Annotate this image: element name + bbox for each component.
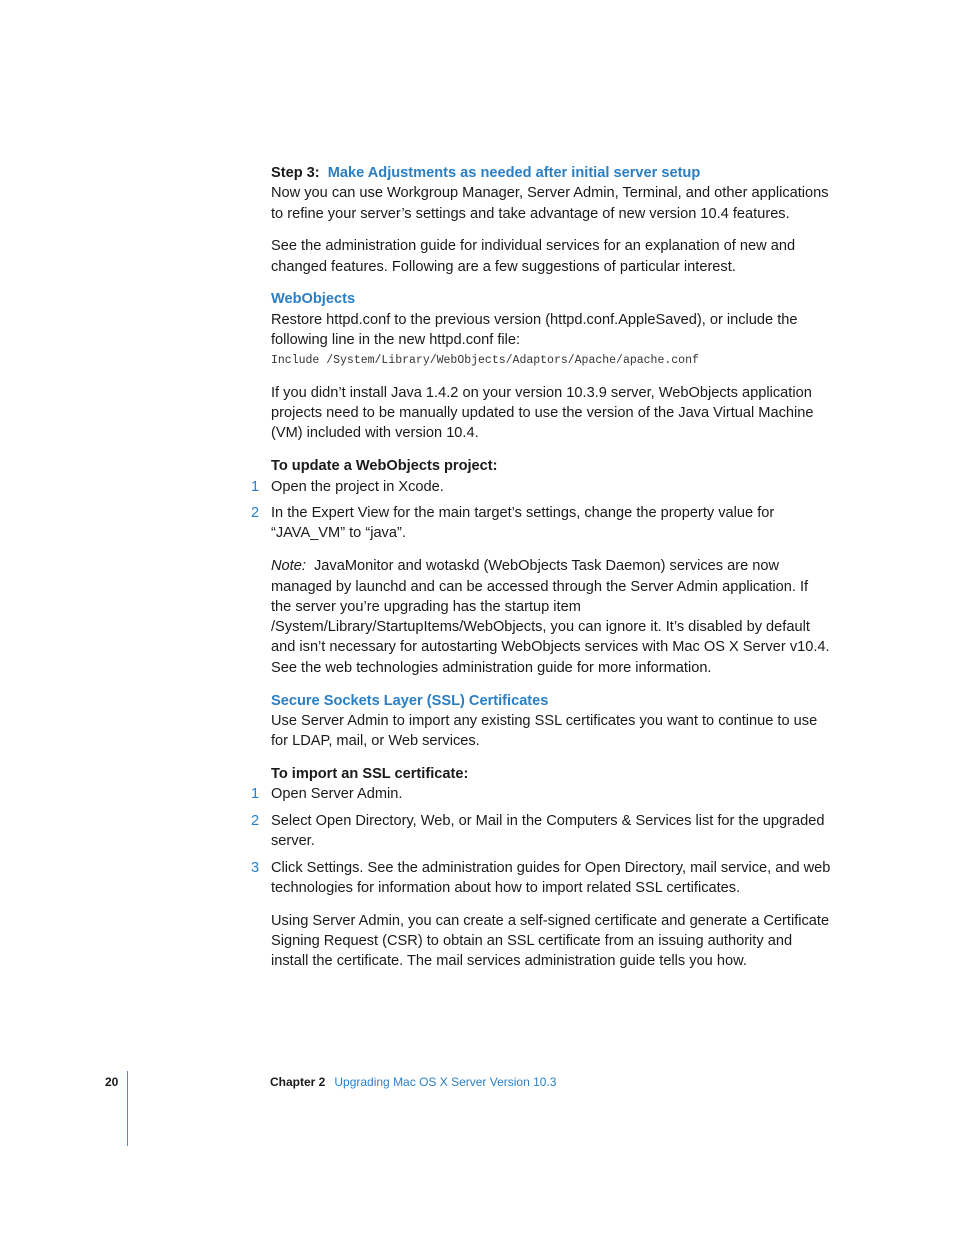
webobjects-note: [271, 556, 831, 678]
list-item: [251, 503, 831, 544]
ssl-heading: Secure Sockets Layer (SSL) Certificates: [271, 692, 549, 709]
webobjects-restore-paragraph: Restore httpd.conf to the previous version (httpd.conf.AppleSaved), or include the following line in the new httpd.conf file:: [271, 311, 798, 349]
page-number: 20: [105, 1075, 119, 1089]
chapter-title: Upgrading Mac OS X Server Version 10.3: [334, 1075, 557, 1089]
webobjects-code-line: Include /System/Library/WebObjects/Adaptors/Apache/apache.conf: [271, 354, 699, 368]
webobjects-task-title: To update a WebObjects project:: [271, 458, 498, 475]
webobjects-steps-list: [251, 477, 831, 544]
ssl-intro-paragraph: Use Server Admin to import any existing SSL certificates you want to continue to use for LDAP, mail, or Web services.: [271, 712, 818, 750]
ssl-steps-list: [251, 784, 831, 898]
step-number: 2: [251, 812, 260, 829]
step-text: Open the project in Xcode.: [271, 478, 444, 495]
step-number: 1: [251, 786, 260, 803]
step-heading: [271, 163, 831, 183]
list-item: [251, 477, 831, 497]
step-text: Click Settings. See the administration guides for Open Directory, mail service, and web technologies for information about how to import related SSL certificates.: [271, 859, 831, 896]
note-label: Note:: [271, 558, 306, 575]
step-title: Make Adjustments as needed after initial server setup: [327, 165, 701, 181]
note-text: JavaMonitor and wotaskd (WebObjects Task Daemon) services are now managed by launchd and can be accessed through the Server Admin application. If the server you’re upgrading has the startup item /System/Library/StartupItems/WebObjects, you can ignore it. It’s disabled by default and isn’t necessary for autostarting WebObjects services with Mac OS X Server v10.4. See the web technologies administration guide for more information.: [271, 558, 830, 676]
step-text: Select Open Directory, Web, or Mail in the Computers & Services list for the upgraded server.: [271, 812, 825, 850]
step-number: 3: [251, 859, 260, 876]
list-item: [251, 784, 831, 804]
ssl-task-title: To import an SSL certificate:: [271, 765, 469, 782]
ssl-csr-paragraph: Using Server Admin, you can create a self-signed certificate and generate a Certificate Signing Request (CSR) to obtain an SSL certificate from an issuing authority and install the certificate. The mail services administration guide tells you how.: [271, 912, 830, 970]
webobjects-heading: WebObjects: [271, 291, 356, 308]
step-text: Open Server Admin.: [271, 786, 403, 803]
webobjects-java-paragraph: If you didn’t install Java 1.4.2 on your version 10.3.9 server, WebObjects application projects need to be manually updated to use the version of the Java Virtual Machine (VM) included with version 10.4.: [271, 384, 814, 442]
chapter-label: Chapter 2: [270, 1075, 326, 1089]
list-item: [251, 858, 831, 899]
footer-divider: [127, 1071, 128, 1146]
step-intro-paragraph: Now you can use Workgroup Manager, Server Admin, Terminal, and other applications to refine your server’s settings and take advantage of new version 10.4 features.: [271, 185, 829, 222]
step-number: 1: [251, 478, 260, 495]
step-guide-paragraph: See the administration guide for individual services for an explanation of new and changed features. Following are a few suggestions of particular interest.: [271, 238, 796, 275]
step-label: Step 3:: [271, 165, 320, 181]
step-number: 2: [251, 505, 260, 522]
page-content: [251, 163, 831, 972]
step-text: In the Expert View for the main target’s settings, change the property value for “JAVA_VM” to “java”.: [271, 505, 775, 542]
chapter-info: [270, 1072, 556, 1092]
list-item: [251, 811, 831, 852]
